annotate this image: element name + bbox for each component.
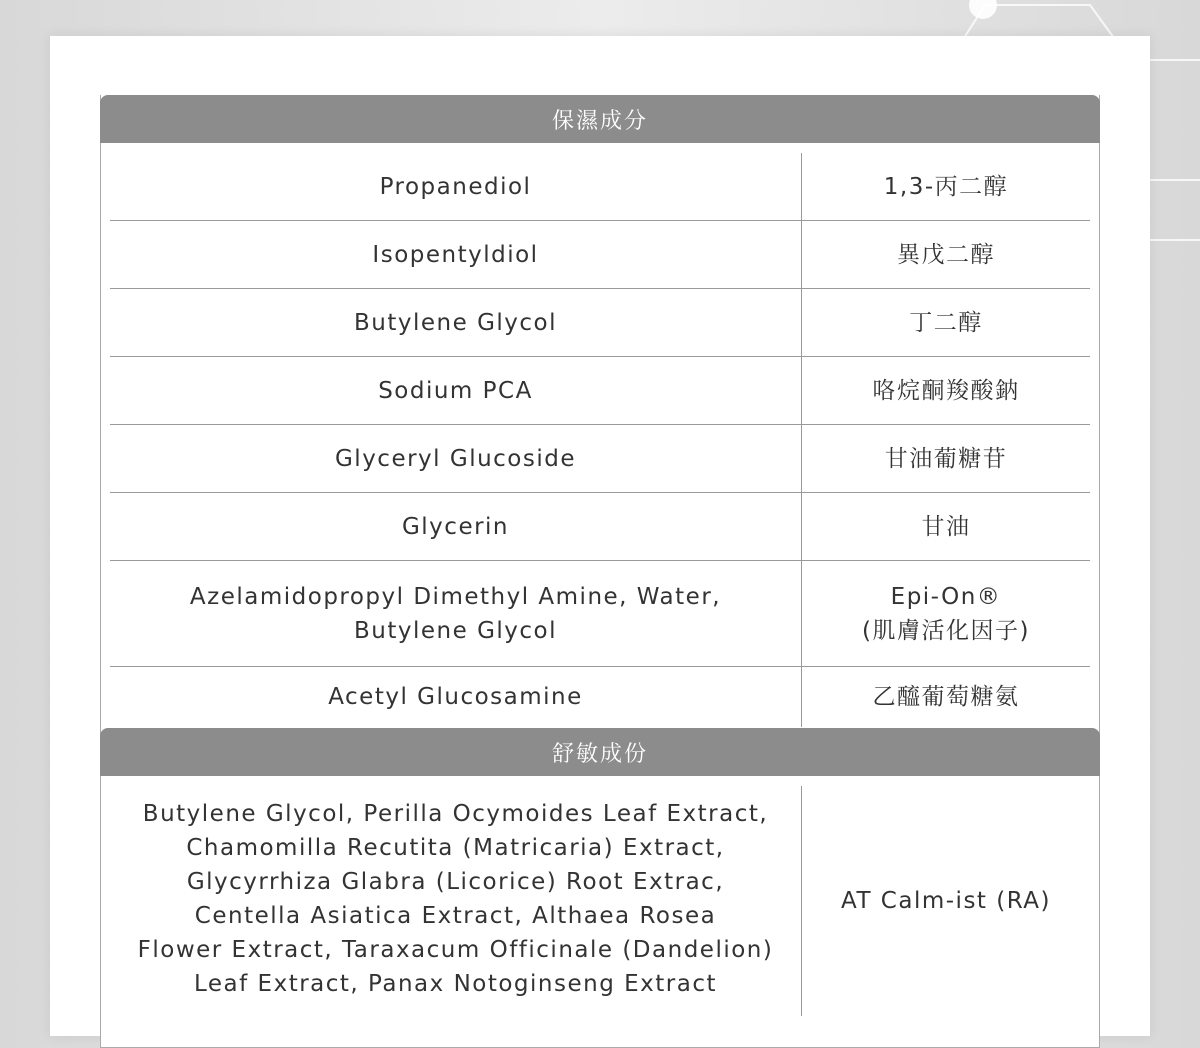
inci-name: Sodium PCA — [110, 357, 802, 424]
inci-name: Glycerin — [110, 493, 802, 560]
table-row — [110, 221, 1090, 289]
chinese-name: Epi-On® (肌膚活化因子) — [862, 583, 1030, 644]
inci-name: Isopentyldiol — [110, 221, 802, 288]
moisturizing-section — [100, 95, 1100, 730]
moisturizing-header: 保濕成分 — [100, 95, 1100, 143]
inci-name: Propanediol — [110, 153, 802, 220]
soothing-header: 舒敏成份 — [100, 728, 1100, 776]
soothing-table — [101, 776, 1099, 1016]
table-row — [110, 289, 1090, 357]
table-row — [110, 357, 1090, 425]
inci-name: Acetyl Glucosamine — [110, 667, 802, 727]
chinese-name: 咯烷酮羧酸鈉 — [872, 377, 1020, 404]
inci-name: Butylene Glycol — [110, 289, 802, 356]
table-row — [110, 786, 1090, 1016]
chinese-name: 1,3-丙二醇 — [883, 173, 1009, 200]
inci-name: Butylene Glycol, Perilla Ocymoides Leaf Extract, Chamomilla Recutita (Matricaria) Extract, Glycyrrhiza Glabra (Licorice) Root Extrac, Centella Asiatica Extract, Althaea Rosea Flower Extract, Taraxacum Officinale (Dandelion) Leaf Extract, Panax Notoginseng Extract — [110, 786, 802, 1016]
inci-name: Azelamidopropyl Dimethyl Amine, Water, Butylene Glycol — [110, 561, 802, 666]
moisturizing-table — [101, 143, 1099, 727]
table-row — [110, 153, 1090, 221]
table-row — [110, 667, 1090, 727]
table-row — [110, 425, 1090, 493]
chinese-name: AT Calm-ist (RA) — [841, 888, 1051, 914]
chinese-name: 甘油 — [921, 513, 971, 540]
table-row — [110, 493, 1090, 561]
soothing-section — [100, 728, 1100, 1048]
inci-name: Glyceryl Glucoside — [110, 425, 802, 492]
chinese-name: 丁二醇 — [909, 309, 983, 336]
chinese-name: 異戊二醇 — [897, 241, 995, 268]
table-row — [110, 561, 1090, 667]
chinese-name: 甘油葡糖苷 — [884, 445, 1008, 472]
chinese-name: 乙醯葡萄糖氨 — [872, 684, 1020, 710]
